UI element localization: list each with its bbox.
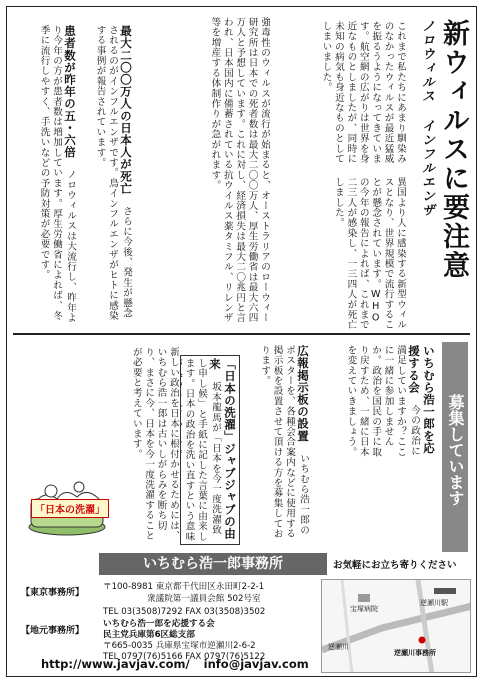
local-address-2: 民主党兵庫第6区総支部 — [103, 630, 195, 640]
lead-text-2: さらに今後、発生が懸念されるのがインフルエンザです。鳥インフルエンザがヒトに感染する事例が報告されています。 — [94, 25, 132, 321]
lead-column — [17, 25, 77, 325]
map-hospital-label: 宝塚病院 — [350, 605, 378, 613]
headline-title: 新ウィルスに要注意 — [438, 19, 469, 280]
lead-subhead-2: 最大二〇〇万人の日本人が死亡 — [119, 25, 133, 195]
billboard-subhead: 広報掲示板の設置 — [296, 345, 310, 442]
lead-section — [17, 25, 77, 325]
section-divider — [13, 333, 470, 335]
map-drawing — [322, 580, 471, 673]
map-station-label: 逆瀬川駅 — [420, 599, 448, 607]
website-link[interactable]: http://www.javjav.com/ — [41, 657, 190, 671]
washing-stamp-label: 「日本の洗濯」 — [31, 499, 109, 518]
lead-text: ノロウィルスは大流行し、昨年より今年の方が患者数は増加しています。厚生労働省によれば、冬季に流行しやすく、手洗いなどの予防対策が必要です。 — [38, 25, 76, 323]
office-note: お気軽にお立ち寄りください — [333, 560, 457, 571]
local-address-3: 〒665-0035 兵庫県宝塚市逆瀬川2-6-2 — [103, 641, 256, 651]
tokyo-office-label: 【東京事務所】 — [21, 588, 85, 598]
washing-text: 新しい政治を日本に根付かせるためには、いちむら浩一郎は古いしがらみを断ち切り、まさに今、日本を今一度洗濯することが必要と考えています。 — [130, 347, 179, 541]
tokyo-address-1: 〒100-8981 東京都千代田区永田町2-2-1 — [103, 582, 265, 592]
email-link[interactable]: info@javjav.com — [203, 657, 309, 671]
office-title: いちむら浩一郎事務所 — [99, 553, 327, 575]
billboard-section — [246, 345, 310, 545]
headline-subtitle: ノロウィルス インフルエンザ — [419, 19, 434, 217]
recruit-support-section — [316, 345, 436, 465]
newsletter-page — [6, 6, 477, 677]
headline-block — [412, 15, 470, 331]
article-column-a: これまで私たちにあまり馴染みのなかったウィルスが最近猛威を振るうようになってきています。航空網の広がりは世界を身近なものとしましたが、同時に未知の病気も身近なものとしてしまいました。 — [320, 21, 406, 164]
office-map — [321, 579, 471, 673]
article-column-b: 異国より人に感染する新型ウィルスとなり、世界規模で流行することが懸念されています。WHOの今年の報告によれば、これまで二三人が感染し、一三四人が死亡しました。 — [332, 177, 406, 330]
origin-text: 坂本龍馬が「日本を今一度洗濯致し申し候」と手紙に記した言葉に由来します。日本の政治を洗い直すという意味 — [183, 358, 221, 542]
support-subhead: いちむら浩一郎を応援する会 — [407, 345, 436, 454]
local-address-1: いちむら浩一郎を応援する会 — [103, 619, 215, 629]
origin-subhead: 「日本の洗濯」ジャブジャブの由来 — [208, 358, 237, 540]
tokyo-address-2: 衆議院第一議員会館 502号室 — [147, 594, 261, 604]
map-road-label: 逆瀬川 — [328, 643, 349, 651]
footer-contact — [41, 657, 309, 671]
lead-column-2 — [83, 25, 133, 325]
recruit-banner: 募集しています — [442, 342, 468, 552]
billboard-text: いちむら浩一郎のポスターを、各種会合案内などに使用する掲示板を設置させて頂ける方を募集しております。 — [259, 345, 309, 539]
lead-subhead: 患者数が昨年の五・六倍 — [63, 25, 77, 159]
origin-box — [180, 355, 240, 545]
local-tel: TEL 0797(76)5166 FAX 0797(76)5122 — [103, 652, 266, 662]
tokyo-tel: TEL 03(3508)7292 FAX 03(3508)3502 — [103, 607, 266, 617]
local-office-label: 【地元事務所】 — [21, 626, 85, 636]
support-text: 今の政治に満足していますか？ここに一緒に参加しませんか。政治を国民の手に取り戻すため、一緒に日本を変えていきましょう。 — [345, 345, 420, 458]
map-office-label: 逆瀬川事務所 — [394, 649, 436, 657]
article-column-c: 強毒性のウィルスが流行が始まると、オーストラリアのローウィー研究所は日本での死者数は最大二〇〇万人、厚生労働省は最大六四万人と予想しています。これに対し、経済損失は最大二〇兆円と言われ、日本国内に備蓄されている抗ウイルス薬タミフル、リレンザ等を増産する体制作りが急がれます。 — [209, 17, 270, 323]
